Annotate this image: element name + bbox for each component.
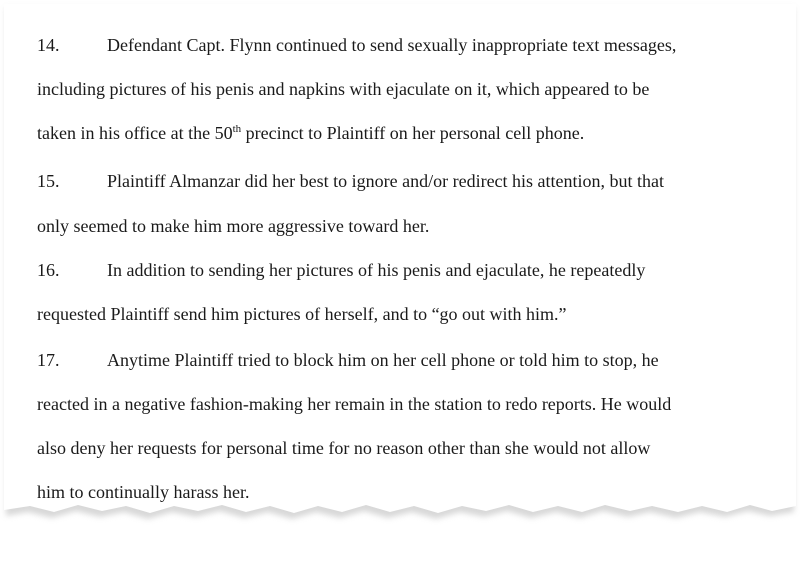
paragraph-text: him to continually harass her. — [37, 482, 250, 502]
paragraph-text: Defendant Capt. Flynn continued to send sexually inappropriate text messages, — [107, 35, 677, 55]
paragraph-text: Anytime Plaintiff tried to block him on her cell phone or told him to stop, he — [107, 350, 659, 370]
paragraph-16-line-1 — [37, 259, 645, 281]
paragraph-number: 14. — [37, 35, 60, 55]
paragraph-text: including pictures of his penis and napkins with ejaculate on it, which appeared to be — [37, 79, 650, 99]
paragraph-text: Plaintiff Almanzar did her best to ignore and/or redirect his attention, but that — [107, 171, 665, 191]
superscript: th — [232, 123, 242, 135]
paragraph-text: only seemed to make him more aggressive toward her. — [37, 216, 430, 236]
paragraph-17-line-3 — [37, 437, 650, 459]
paragraph-text: In addition to sending her pictures of his penis and ejaculate, he repeatedly — [107, 260, 646, 280]
paragraph-text: taken in his office at the 50 — [37, 123, 233, 143]
paragraph-number: 17. — [37, 350, 60, 370]
paragraph-14-line-3 — [37, 122, 584, 144]
paragraph-16-line-2 — [37, 303, 567, 325]
paragraph-14-line-1 — [37, 34, 676, 56]
paragraph-number: 16. — [37, 260, 60, 280]
paragraph-17-line-1 — [37, 349, 659, 371]
paragraph-text: reacted in a negative fashion-making her remain in the station to redo reports. He would — [37, 394, 672, 414]
paragraph-15-line-1 — [37, 170, 664, 192]
paragraph-17-line-2 — [37, 393, 671, 415]
paragraph-17-line-4 — [37, 481, 249, 503]
paragraph-14-line-2 — [37, 78, 649, 100]
paragraph-text: precinct to Plaintiff on her personal cell phone. — [241, 123, 585, 143]
paragraph-number: 15. — [37, 171, 60, 191]
paragraph-text: requested Plaintiff send him pictures of herself, and to “go out with him.” — [37, 304, 567, 324]
paragraph-text: also deny her requests for personal time for no reason other than she would not allow — [37, 438, 651, 458]
paragraph-15-line-2 — [37, 215, 429, 237]
